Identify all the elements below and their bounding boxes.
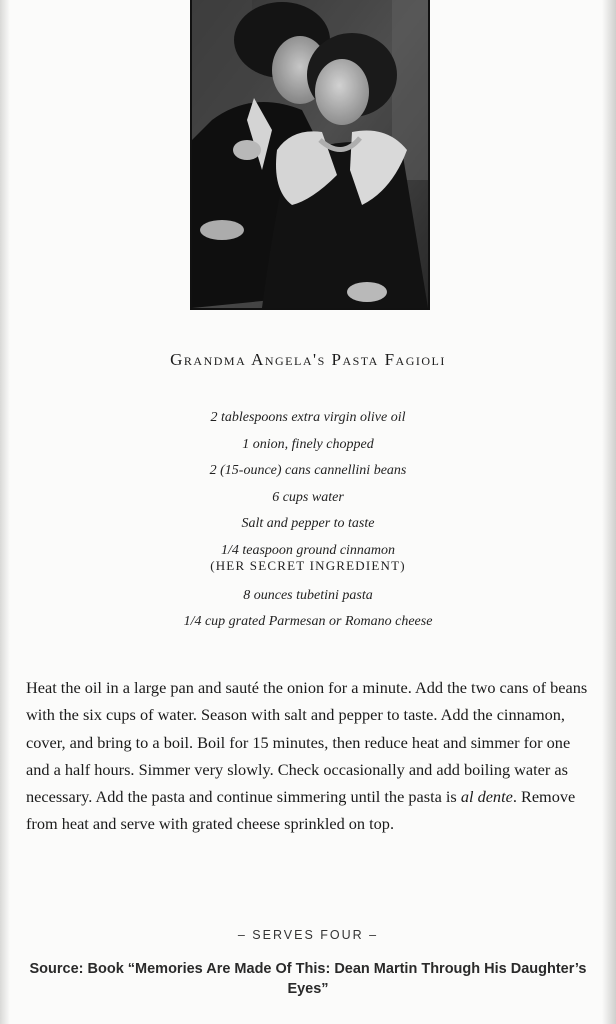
ingredient-list <box>0 405 616 636</box>
source-citation: Source: Book “Memories Are Made Of This: Dean Martin Through His Daughter’s Eyes” <box>29 961 587 997</box>
ingredient-item: 6 cups water <box>272 489 344 505</box>
ingredient-item: 1/4 cup grated Parmesan or Romano cheese <box>183 614 433 630</box>
ingredient-item: 8 ounces tubetini pasta <box>243 587 373 603</box>
ingredient-note: (HER SECRET INGREDIENT) <box>210 557 406 573</box>
method-text: Heat the oil in a large pan and sauté the onion for a minute. Add the two cans of beans with the six cups of water. Season with salt and pepper to taste. Add the cinnamon, cover, and bring to a boil. Boil for 15 minutes, then reduce heat and simmer for one and a half hours. Simmer very slowly. Check occasionally and add boiling water as necessary. Add the pasta and continue simmering until the pasta is <box>26 678 588 807</box>
ingredient-item: 1 onion, finely chopped <box>242 436 374 452</box>
ingredient-item: Salt and pepper to taste <box>241 516 375 532</box>
vintage-couple-photo <box>190 0 430 310</box>
method-paragraph <box>26 674 596 838</box>
serves-label: – SERVES FOUR – <box>237 928 379 942</box>
recipe-method <box>26 674 596 838</box>
method-text-end: . Remove from heat and serve with grated cheese sprinkled on top. <box>26 787 576 834</box>
method-italic-term: al dente <box>460 787 513 807</box>
recipe-title: Grandma Angela's Pasta Fagioli <box>170 350 446 369</box>
ingredient-item: 1/4 teaspoon ground cinnamon <box>220 542 396 558</box>
ingredient-item: 2 tablespoons extra virgin olive oil <box>210 410 406 425</box>
ingredient-item: 2 (15-ounce) cans cannellini beans <box>209 463 407 479</box>
